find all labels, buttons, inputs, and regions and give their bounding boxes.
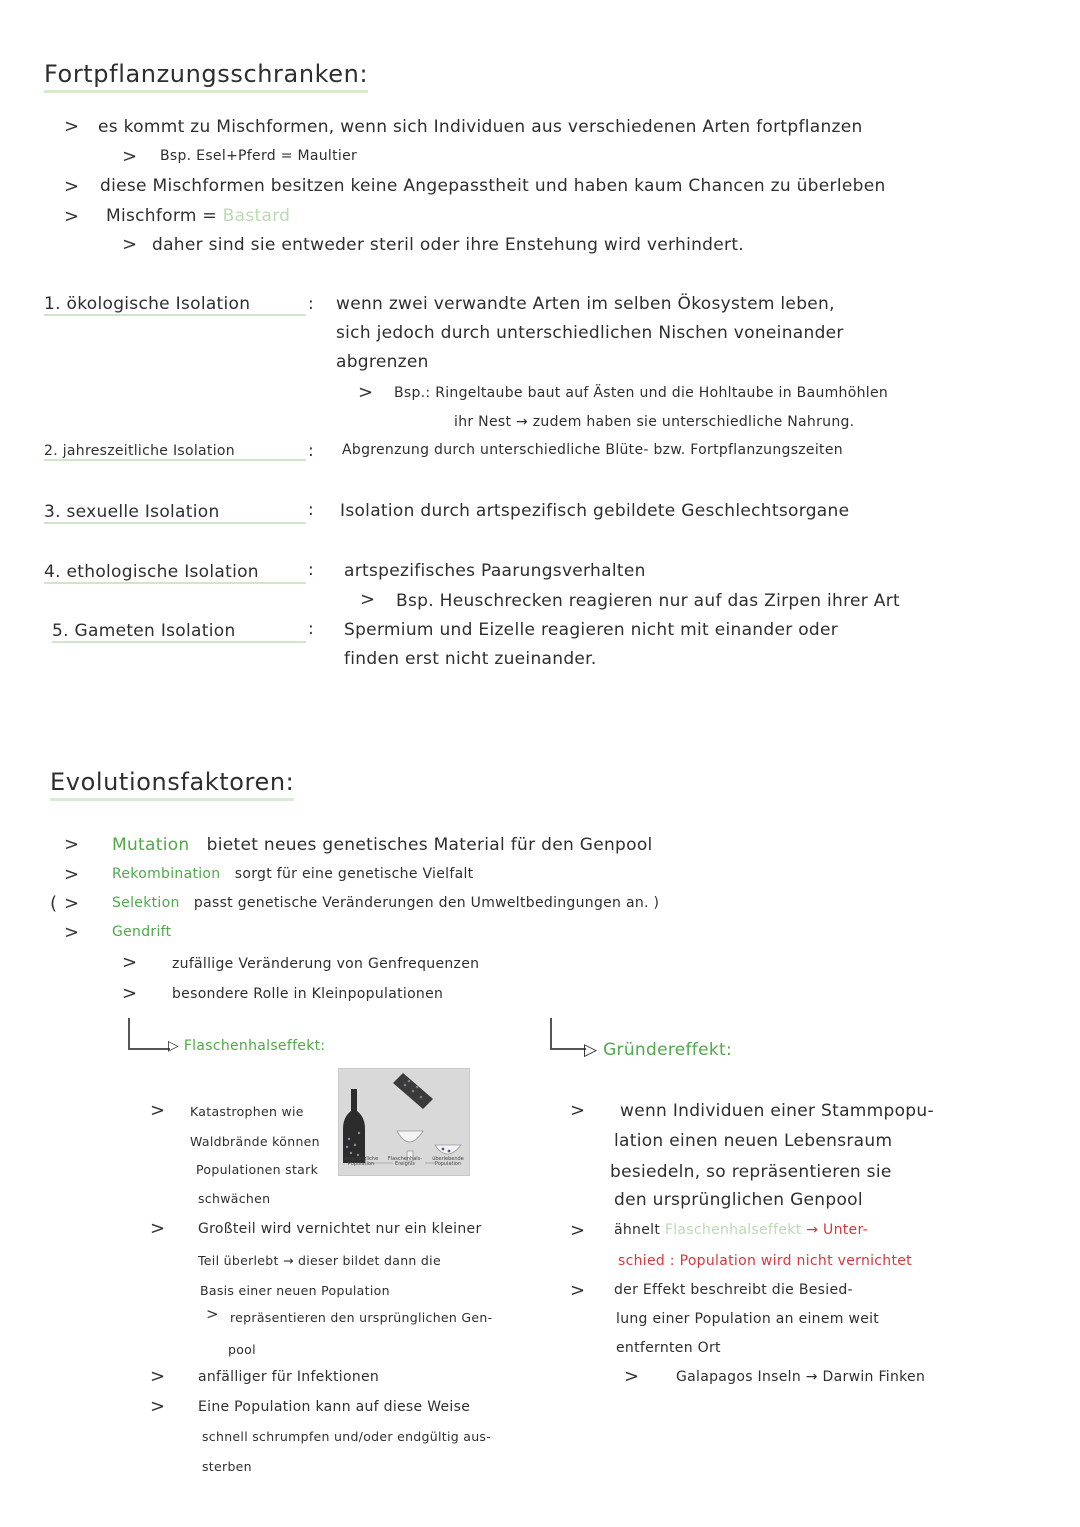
factor-term: Mutation (112, 835, 190, 855)
isolation-desc-1c: abgrenzen (336, 352, 429, 372)
founder-heading (584, 1040, 732, 1060)
arrow-icon: > (150, 1100, 166, 1121)
intro-example: Bsp. Esel+Pferd = Maultier (160, 148, 358, 164)
factor-term: Gendrift (112, 924, 172, 940)
arrow-icon: > (570, 1280, 586, 1301)
arrow-icon: > (358, 382, 374, 403)
gendrift-point-2: besondere Rolle in Kleinpopulationen (172, 986, 444, 1002)
factor-text: sorgt für eine genetische Vielfalt (234, 866, 474, 882)
arrow-icon: > (122, 234, 138, 255)
founder-p3a: der Effekt beschreibt die Besied- (614, 1282, 853, 1298)
bottleneck-p4b: schnell schrumpfen und/oder endgültig aus- (202, 1429, 492, 1444)
arrow-icon: > (64, 834, 80, 855)
founder-p2-highlight: Flaschenhalseffekt (664, 1222, 802, 1238)
colon: : (308, 441, 315, 461)
isolation-desc-4: artspezifisches Paarungsverhalten (344, 561, 646, 581)
intro-line-5: daher sind sie entweder steril oder ihre Enstehung wird verhindert. (152, 235, 744, 255)
founder-p1a: wenn Individuen einer Stammpopu- (620, 1101, 934, 1121)
bottleneck-p3: anfälliger für Infektionen (198, 1369, 380, 1385)
factor-text: passt genetische Veränderungen den Umweltbedingungen an. ) (193, 895, 660, 911)
intro-line-1: es kommt zu Mischformen, wenn sich Individuen aus verschiedenen Arten fortpflanzen (98, 117, 863, 137)
section-title-evolution: Evolutionsfaktoren: (50, 768, 294, 801)
arrow-right-icon: ▷ (168, 1038, 184, 1054)
arrow-icon: > (64, 864, 80, 885)
isolation-desc-1b: sich jedoch durch unterschiedlichen Nischen voneinander (336, 323, 844, 343)
founder-p2 (614, 1222, 868, 1238)
arrow-icon: > (150, 1396, 166, 1417)
founder-p1c: besiedeln, so repräsentieren sie (610, 1162, 892, 1182)
isolation-example-1a: Bsp.: Ringeltaube baut auf Ästen und die Hohltaube in Baumhöhlen (394, 385, 889, 401)
bottleneck-p4c: sterben (202, 1459, 252, 1474)
arrow-icon: > (150, 1366, 166, 1387)
arrow-icon: > (64, 116, 80, 137)
bottleneck-heading (168, 1038, 325, 1054)
founder-title: Gründereffekt: (603, 1040, 732, 1060)
arrow-right-icon: ▷ (584, 1040, 604, 1060)
page-title: Fortpflanzungsschranken: (44, 60, 368, 93)
factor-mutation (112, 835, 653, 855)
bottleneck-p2-sub-a: repräsentieren den ursprünglichen Gen- (230, 1310, 493, 1325)
founder-p3c: entfernten Ort (616, 1340, 721, 1356)
founder-p3b: lung einer Population an einem weit (616, 1311, 880, 1327)
arrow-icon: > (122, 952, 138, 973)
colon: : (308, 500, 315, 520)
isolation-label-2: 2. jahreszeitliche Isolation (44, 443, 306, 461)
arrow-icon: > (206, 1305, 219, 1323)
gendrift-point-1: zufällige Veränderung von Genfrequenzen (172, 956, 480, 972)
arrow-icon: > (624, 1366, 640, 1387)
isolation-desc-5a: Spermium und Eizelle reagieren nicht mit einander oder (344, 620, 839, 640)
founder-p2-red: schied : Population wird nicht vernichtet (618, 1253, 912, 1269)
bottleneck-p1c: Populationen stark (196, 1162, 319, 1177)
factor-term: Rekombination (112, 866, 221, 882)
isolation-example-4: Bsp. Heuschrecken reagieren nur auf das Zirpen ihrer Art (396, 591, 900, 611)
arrow-icon: > (150, 1218, 166, 1239)
arrow-icon: > (570, 1220, 586, 1241)
intro-line-3: diese Mischformen besitzen keine Angepasstheit und haben kaum Chancen zu überleben (100, 176, 886, 196)
isolation-example-1b: ihr Nest → zudem haben sie unterschiedliche Nahrung. (454, 414, 855, 430)
founder-p1b: lation einen neuen Lebensraum (614, 1131, 893, 1151)
arrow-icon: > (64, 893, 80, 914)
bottleneck-figure (338, 1068, 470, 1176)
bottleneck-title: Flaschenhalseffekt: (183, 1038, 326, 1054)
isolation-desc-3: Isolation durch artspezifisch gebildete Geschlechtsorgane (340, 501, 850, 521)
isolation-label-3: 3. sexuelle Isolation (44, 502, 306, 524)
branch-connector (128, 1018, 170, 1050)
intro-line-4 (106, 206, 290, 226)
isolation-desc-5b: finden erst nicht zueinander. (344, 649, 597, 669)
arrow-icon: > (64, 922, 80, 943)
colon: : (308, 619, 315, 639)
colon: : (308, 560, 315, 580)
arrow-icon: > (570, 1100, 586, 1121)
founder-p3-example: Galapagos Inseln → Darwin Finken (676, 1369, 926, 1385)
factor-gendrift (112, 924, 171, 940)
isolation-label-4: 4. ethologische Isolation (44, 562, 306, 584)
branch-connector (550, 1018, 586, 1050)
isolation-label-5: 5. Gameten Isolation (52, 621, 306, 643)
bottleneck-p2-sub-b: pool (228, 1342, 256, 1357)
bottleneck-p1d: schwächen (198, 1191, 271, 1206)
colon: : (308, 294, 315, 314)
isolation-label-1: 1. ökologische Isolation (44, 294, 306, 316)
factor-rekombination (112, 866, 473, 882)
bottleneck-p2b: Teil überlebt → dieser bildet dann die (198, 1253, 441, 1268)
arrow-icon: > (360, 589, 376, 610)
bottleneck-p1b: Waldbrände können (190, 1134, 320, 1149)
bottleneck-p1a: Katastrophen wie (190, 1104, 304, 1119)
bottleneck-p4a: Eine Population kann auf diese Weise (198, 1399, 471, 1415)
arrow-icon: > (122, 983, 138, 1004)
arrow-icon: > (122, 146, 138, 167)
factor-selektion (112, 895, 659, 911)
figure-label-original: ursprüngliche Population (343, 1156, 379, 1167)
arrow-icon: > (64, 176, 80, 197)
figure-label-event: Flaschenhals-Ereignis (387, 1156, 423, 1167)
open-paren: ( (50, 893, 58, 914)
bastard-term: Bastard (222, 206, 291, 226)
figure-label-survivors: überlebende Population (432, 1156, 464, 1167)
isolation-desc-1a: wenn zwei verwandte Arten im selben Ökosystem leben, (336, 294, 835, 314)
bottleneck-p2a: Großteil wird vernichtet nur ein kleiner (198, 1221, 482, 1237)
factor-term: Selektion (112, 895, 180, 911)
founder-p2-suffix: → Unter- (806, 1222, 868, 1238)
mischform-label: Mischform = (106, 206, 217, 226)
bottleneck-p2c: Basis einer neuen Population (200, 1283, 390, 1298)
founder-p2-prefix: ähnelt (614, 1222, 661, 1238)
founder-p1d: den ursprünglichen Genpool (614, 1190, 863, 1210)
factor-text: bietet neues genetisches Material für den Genpool (206, 835, 653, 855)
isolation-desc-2: Abgrenzung durch unterschiedliche Blüte- bzw. Fortpflanzungszeiten (342, 442, 843, 458)
arrow-icon: > (64, 206, 80, 227)
